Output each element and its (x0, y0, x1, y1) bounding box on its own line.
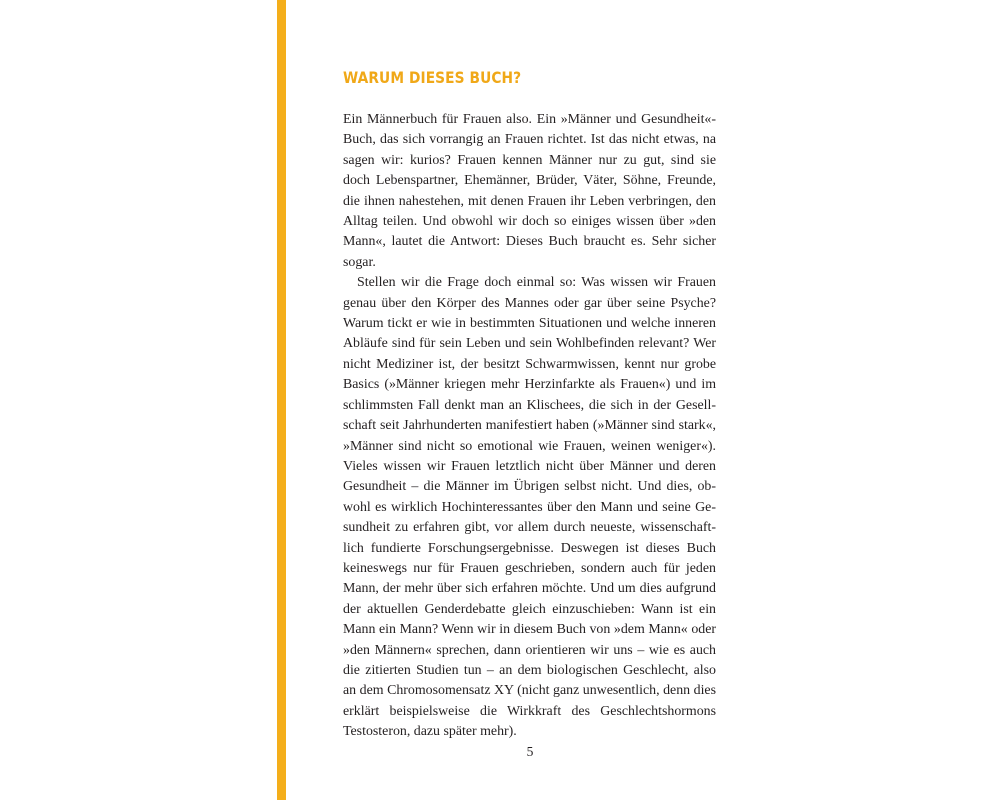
paragraph-2: Stellen wir die Frage doch einmal so: Was wissen wir Frauen genau über den Körper des Mannes oder gar über seine Psyche? Warum tickt er wie in bestimmten Situationen und welche inneren Abläufe sind für sein Leben und sein Wohlbefinden relevant? Wer nicht Mediziner ist, der besitzt Schwarmwissen, kennt nur grobe Basics (»Männer kriegen mehr Herzinfarkte als Frauen«) und im schlimmsten Fall denkt man an Klischees, die sich in der Gesellschaft seit Jahrhunderten manifestiert haben (»Männer sind stark«, »Männer sind nicht so emotional wie Frauen, weinen weniger«). Vieles wissen wir Frauen letztlich nicht über Männer und deren Gesundheit – die Männer im Übrigen selbst nicht. Und dies, obwohl es wirklich Hochinteressantes über den Mann und seine Gesundheit zu erfahren gibt, vor allem durch neueste, wissenschaftlich fundierte Forschungsergebnisse. Deswegen ist dieses Buch keineswegs nur für Frauen geschrieben, sondern auch für jeden Mann, der mehr über sich erfahren möchte. Und um dies aufgrund der aktuellen Genderdebatte gleich einzuschieben: Wann ist ein Mann ein Mann? Wenn wir in diesem Buch von »dem Mann« oder »den Männern« sprechen, dann orientieren wir uns – wie es auch die zitierten Studien tun – an dem biologischen Geschlecht, also an dem Chromosomensatz XY (nicht ganz unwesentlich, denn dies erklärt beispielsweise die Wirkkraft des Geschlechtshormons Testosteron, dazu später mehr). (343, 275, 716, 740)
paragraph-1: Ein Männerbuch für Frauen also. Ein »Männer und Gesundheit«-Buch, das sich vorrangig an Frauen richtet. Ist das nicht etwas, na sagen wir: kurios? Frauen kennen Männer nur zu gut, sind sie doch Lebenspartner, Ehemänner, Brüder, Väter, Söhne, Freunde, die ihnen nahestehen, mit denen Frauen ihr Leben verbringen, den Alltag teilen. Und obwohl wir doch so einiges wissen über »den Mann«, lautet die Antwort: Dieses Buch braucht es. Sehr sicher sogar. (343, 112, 716, 270)
page-number: 5 (526, 744, 534, 759)
book-page (343, 66, 716, 743)
page-accent-bar (277, 0, 286, 800)
chapter-heading: WARUM DIESES BUCH? (343, 68, 522, 87)
